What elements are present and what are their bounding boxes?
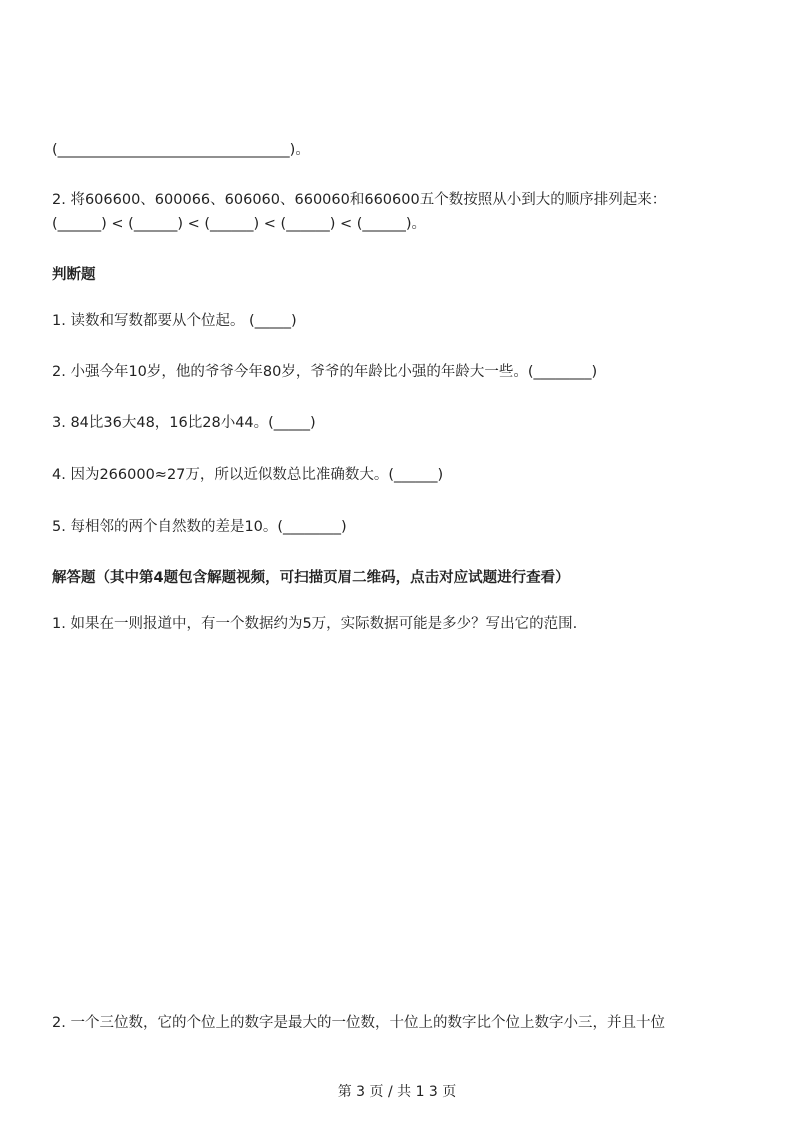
blank-line-continuation: (________________________________)。 [52, 142, 310, 158]
question-2-answer-blanks: (______) < (______) < (______) < (______) < (______)。 [52, 216, 427, 232]
judgement-item-3: 3. 84比36大48，16比28小44。(_____) [52, 415, 316, 431]
judgement-item-2: 2. 小强今年10岁，他的爷爷今年80岁，爷爷的年龄比小强的年龄大一些。(________) [52, 364, 598, 380]
judgement-item-1: 1. 读数和写数都要从个位起。 (_____) [52, 313, 297, 329]
judgement-item-4: 4. 因为266000≈27万，所以近似数总比准确数大。(______) [52, 467, 444, 483]
judgement-item-5: 5. 每相邻的两个自然数的差是10。(________) [52, 519, 347, 535]
answer-question-1: 1. 如果在一则报道中，有一个数据约为5万，实际数据可能是多少？写出它的范围. [52, 616, 578, 632]
section-heading-judgement: 判断题 [52, 267, 96, 283]
section-heading-answers: 解答题（其中第4题包含解题视频，可扫描页眉二维码，点击对应试题进行查看） [52, 570, 570, 586]
page-footer: 第 3 页 / 共 1 3 页 [337, 1084, 457, 1100]
question-2-prompt: 2. 将606600、600066、606060、660060和660600五个数按照从小到大的顺序排列起来： [52, 192, 667, 208]
answer-question-2: 2. 一个三位数，它的个位上的数字是最大的一位数，十位上的数字比个位上数字小三，并且十位 [52, 1015, 665, 1031]
